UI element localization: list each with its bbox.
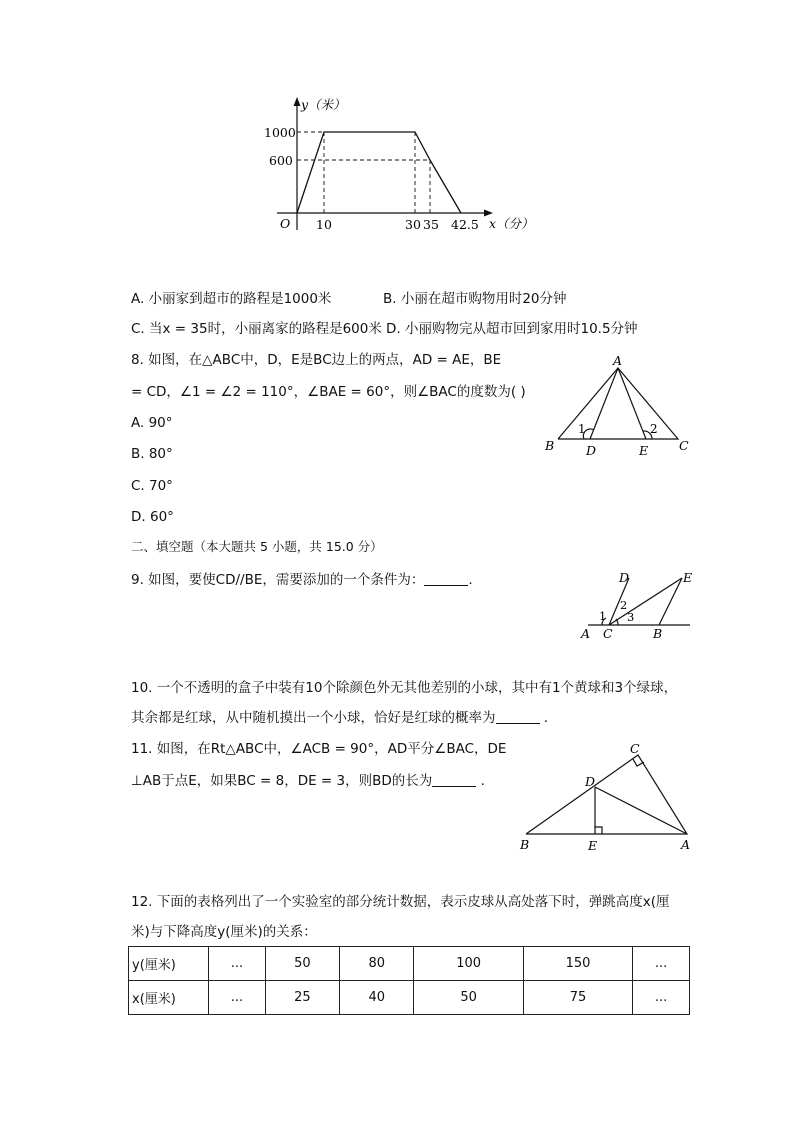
q9-angle-1: 1 xyxy=(599,609,607,623)
table-cell: 50 xyxy=(414,981,523,1015)
q9-stem: 9. 如图，要使CD//BE，需要添加的一个条件为： xyxy=(131,572,425,588)
q8-angle-2: 2 xyxy=(650,422,658,436)
table-row xyxy=(129,947,690,981)
q10-end: . xyxy=(539,710,549,726)
x-axis-label: x（分） xyxy=(489,216,534,231)
table-cell: 25 xyxy=(265,981,339,1015)
table-cell: 80 xyxy=(340,947,414,981)
q8-option-d: D. 60° xyxy=(131,509,174,525)
q9-label-C: C xyxy=(603,626,613,641)
q9-label-D: D xyxy=(619,570,630,585)
q11-label-C: C xyxy=(630,741,640,756)
x-tick-30: 30 xyxy=(405,217,421,232)
q8-line2: = CD，∠1 = ∠2 = 110°，∠BAE = 60°，则∠BAC的度数为( ) xyxy=(131,384,526,400)
q8-option-c: C. 70° xyxy=(131,478,173,494)
table-row-header: x(厘米) xyxy=(129,981,209,1015)
x-tick-42.5: 42.5 xyxy=(451,217,479,232)
q9-angle-3: 3 xyxy=(627,610,635,624)
q7-option-a: A. 小丽家到超市的路程是1000米 xyxy=(131,291,332,307)
q8-label-B: B xyxy=(545,438,555,453)
q8-option-b: B. 80° xyxy=(131,446,173,462)
q12-line2: 米)与下降高度y(厘米)的关系： xyxy=(131,924,317,940)
q9-end: . xyxy=(468,572,473,588)
y-axis-arrow xyxy=(294,97,301,106)
table-cell: 100 xyxy=(414,947,523,981)
q11-line1: 11. 如图，在Rt△ABC中，∠ACB = 90°，AD平分∠BAC，DE xyxy=(131,741,507,757)
distance-time-graph xyxy=(255,95,534,240)
y-tick-1000: 1000 xyxy=(264,125,296,140)
q8-label-C: C xyxy=(679,438,689,453)
q8-label-D: D xyxy=(586,443,597,458)
table-cell: ... xyxy=(209,981,266,1015)
q9-answer-blank[interactable] xyxy=(424,573,468,586)
table-cell: 40 xyxy=(340,981,414,1015)
origin-label: O xyxy=(280,216,291,231)
table-cell: 75 xyxy=(523,981,632,1015)
q11-label-B: B xyxy=(520,837,530,852)
q11-right-triangle-figure xyxy=(515,740,700,855)
q10-line1: 10. 一个不透明的盒子中装有10个除颜色外无其他差别的小球，其中有1个黄球和3个绿球， xyxy=(131,680,678,696)
q11-stem: ⊥AB于点E，如果BC = 8，DE = 3，则BD的长为 xyxy=(131,773,433,789)
q11-label-E: E xyxy=(588,838,598,853)
q8-option-a: A. 90° xyxy=(131,415,173,431)
x-tick-35: 35 xyxy=(423,217,439,232)
graph-line xyxy=(297,132,461,213)
q7-option-c: C. 当x = 35时，小丽离家的路程是600米 xyxy=(131,321,382,337)
table-cell: 150 xyxy=(523,947,632,981)
table-cell: ... xyxy=(209,947,266,981)
q7-option-d: D. 小丽购物完从超市回到家用时10.5分钟 xyxy=(386,321,638,337)
q11-answer-blank[interactable] xyxy=(432,774,476,787)
y-tick-600: 600 xyxy=(269,153,293,168)
table-row xyxy=(129,981,690,1015)
table-cell: ... xyxy=(633,947,690,981)
table-row-header: y(厘米) xyxy=(129,947,209,981)
q9-label-A: A xyxy=(581,626,591,641)
q9-label-E: E xyxy=(683,570,693,585)
q12-data-table xyxy=(128,946,690,1015)
q12-line1: 12. 下面的表格列出了一个实验室的部分统计数据，表示皮球从高处落下时，弹跳高度x(厘 xyxy=(131,894,670,910)
q8-label-A: A xyxy=(613,353,623,368)
q10-line2 xyxy=(131,709,548,727)
section-heading-fill-in: 二、填空题（本大题共 5 小题，共 15.0 分） xyxy=(131,539,383,554)
q11-line2 xyxy=(131,772,485,790)
y-axis-label: y（米） xyxy=(301,97,346,112)
q9-angle-2: 2 xyxy=(620,598,628,612)
table-cell: ... xyxy=(633,981,690,1015)
q10-answer-blank[interactable] xyxy=(496,711,540,724)
q9-label-B: B xyxy=(653,626,663,641)
q11-end: . xyxy=(476,773,485,789)
q8-triangle-figure xyxy=(538,352,708,462)
q11-label-A: A xyxy=(681,837,691,852)
q7-option-b: B. 小丽在超市购物用时20分钟 xyxy=(383,291,567,307)
x-tick-10: 10 xyxy=(316,217,332,232)
q10-stem: 其余都是红球，从中随机摸出一个小球，恰好是红球的概率为 xyxy=(131,710,496,726)
table-cell: 50 xyxy=(265,947,339,981)
q8-line1: 8. 如图，在△ABC中，D，E是BC边上的两点，AD = AE，BE xyxy=(131,352,502,368)
q11-label-D: D xyxy=(585,774,596,789)
q8-angle-1: 1 xyxy=(578,422,586,436)
q8-label-E: E xyxy=(639,443,649,458)
q9-parallel-figure xyxy=(578,568,703,643)
q9-text xyxy=(131,571,473,589)
